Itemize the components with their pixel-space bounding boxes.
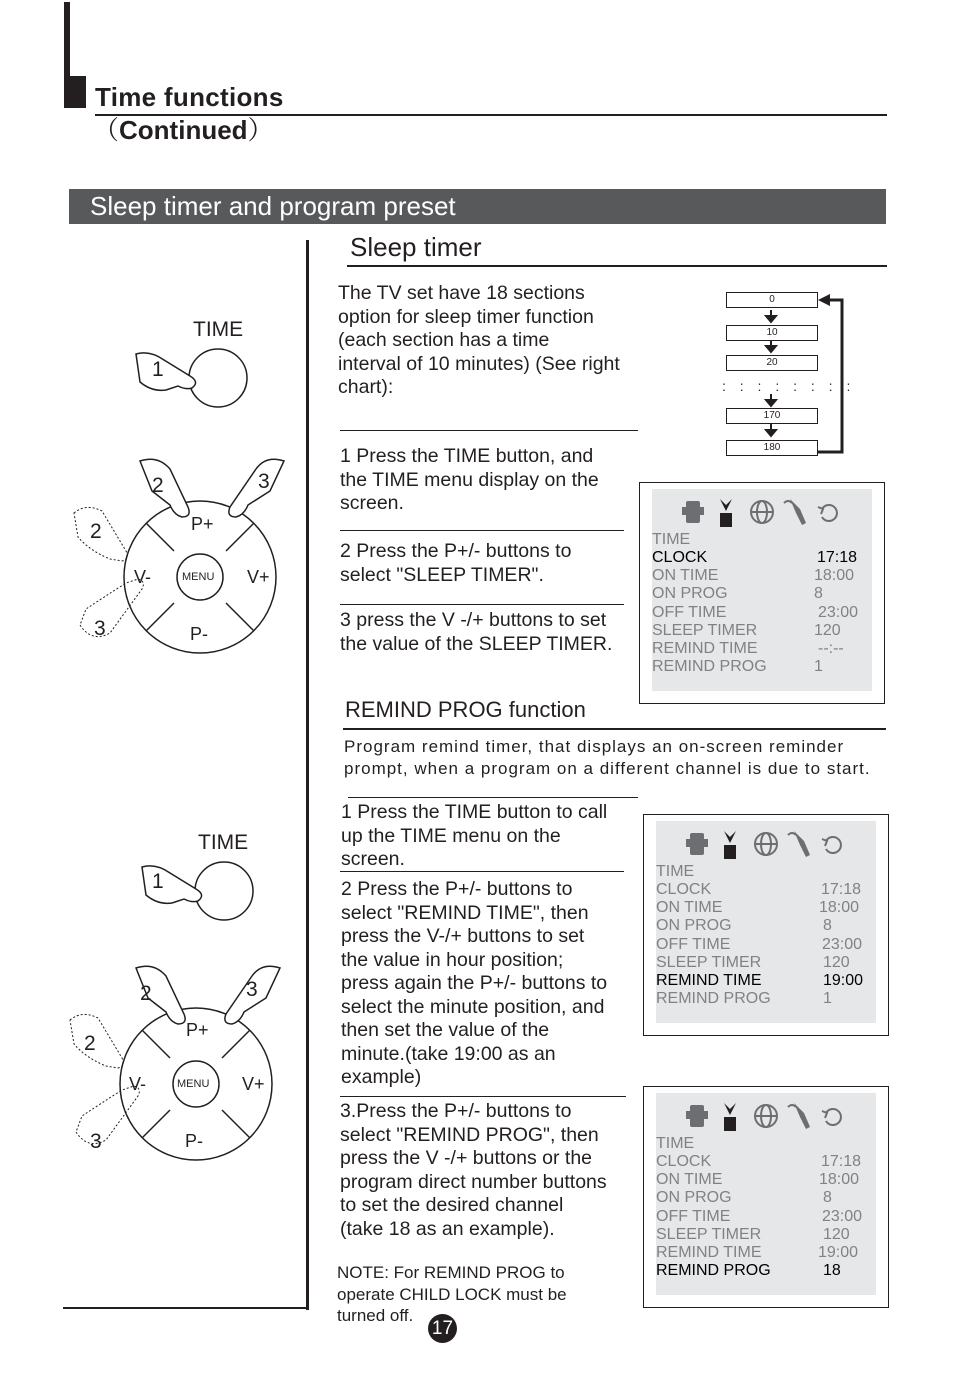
menu-row-sleep-timer[interactable] <box>652 622 872 640</box>
menu-row-value: 18:00 <box>814 567 855 584</box>
sound-icon <box>720 499 732 527</box>
menu-row-remind-prog[interactable] <box>656 1262 876 1280</box>
menu-row-clock[interactable] <box>652 549 872 567</box>
section-banner <box>69 189 886 224</box>
menu-row-value: 18:00 <box>819 1171 860 1188</box>
menu-icon-row <box>686 1099 846 1133</box>
menu-title: TIME <box>656 1135 695 1152</box>
menu-row-label: OFF TIME <box>652 604 727 621</box>
menu-row-label: SLEEP TIMER <box>656 954 762 971</box>
menu-button[interactable]: MENU <box>177 1078 210 1090</box>
menu-row-value: 19:00 <box>818 1244 859 1261</box>
satellite-icon <box>788 1103 810 1129</box>
chart-box-10: 10 <box>726 325 818 341</box>
column-divider <box>306 240 309 1310</box>
menu-row-remind-prog[interactable] <box>652 658 872 676</box>
menu-row-value: 8 <box>823 917 832 934</box>
section-title: Sleep timer and program preset <box>90 191 456 221</box>
time-menu-sleep <box>639 482 885 704</box>
menu-row-label: ON TIME <box>656 899 723 916</box>
menu-row-label: REMIND TIME <box>652 640 758 657</box>
step-number: 2 <box>90 520 102 543</box>
menu-row-value: 120 <box>823 1226 850 1243</box>
subtitle-open: （ <box>93 115 120 145</box>
menu-row-label: ON PROG <box>656 917 732 934</box>
v-plus-button[interactable]: V+ <box>242 1074 265 1094</box>
menu-row-value: 17:18 <box>821 1153 862 1170</box>
header-block <box>64 76 86 108</box>
loop-arrow-icon <box>816 292 850 456</box>
sleep-step-1: 1 Press the TIME button, and the TIME menu display on the screen. <box>340 445 599 514</box>
menu-panel <box>656 1093 876 1295</box>
menu-row-value: 17:18 <box>821 881 862 898</box>
menu-row-on-prog[interactable] <box>656 1189 876 1207</box>
menu-row-on-prog[interactable] <box>656 917 876 935</box>
menu-row-label: OFF TIME <box>656 1208 731 1225</box>
menu-row-label: CLOCK <box>656 881 712 898</box>
chart-dots: : : : : : : : : <box>722 378 856 394</box>
down-arrow-icon <box>764 424 778 438</box>
step-number: 3 <box>90 1130 102 1153</box>
menu-icon-row <box>682 495 842 529</box>
menu-row-remind-time[interactable] <box>656 1244 876 1262</box>
sound-icon <box>724 1103 736 1131</box>
remind-description: Program remind timer, that displays an on-screen reminder prompt, when a program on a different channel is due to start. <box>344 737 871 778</box>
divider-rule <box>340 1096 626 1097</box>
menu-row-value: 8 <box>814 585 823 602</box>
menu-row-value: 23:00 <box>818 604 859 621</box>
remind-rule <box>343 728 886 730</box>
down-arrow-icon <box>764 340 778 354</box>
menu-row-label: CLOCK <box>656 1153 712 1170</box>
step-number: 2 <box>140 982 152 1005</box>
chart-box-20: 20 <box>726 355 818 371</box>
menu-row-label: OFF TIME <box>656 936 731 953</box>
sleep-timer-chart <box>720 288 860 458</box>
refresh-icon <box>818 505 837 521</box>
menu-row-on-time[interactable] <box>656 899 876 917</box>
p-plus-button[interactable]: P+ <box>186 1020 209 1040</box>
menu-row-on-prog[interactable] <box>652 585 872 603</box>
divider-rule <box>340 604 624 605</box>
v-plus-button[interactable]: V+ <box>247 567 270 587</box>
menu-title-row <box>656 1135 876 1153</box>
picture-icon <box>686 833 708 855</box>
menu-row-label: REMIND PROG <box>656 1262 771 1279</box>
globe-icon <box>755 833 777 855</box>
picture-icon <box>686 1105 708 1127</box>
time-menu-remind-prog <box>643 1086 889 1308</box>
menu-row-value: 23:00 <box>822 1208 863 1225</box>
sleep-timer-heading: Sleep timer <box>350 232 482 262</box>
menu-row-label: REMIND PROG <box>652 658 767 675</box>
menu-title-row <box>656 863 876 881</box>
menu-row-clock[interactable] <box>656 1153 876 1171</box>
menu-row-value: --:-- <box>818 640 844 657</box>
sound-icon <box>724 831 736 859</box>
menu-row-label: ON TIME <box>652 567 719 584</box>
remote-illustration-remind <box>56 822 296 1182</box>
chart-box-180: 180 <box>726 440 818 456</box>
satellite-icon <box>784 499 806 525</box>
page-number: 17 <box>428 1314 457 1343</box>
menu-icon-row <box>686 827 846 861</box>
picture-icon <box>682 501 704 523</box>
divider-rule <box>340 430 638 431</box>
sleep-timer-rule <box>347 265 887 267</box>
menu-row-label: REMIND TIME <box>656 972 762 989</box>
menu-row-label: ON PROG <box>652 585 728 602</box>
menu-title-row <box>652 531 872 549</box>
menu-row-value: 17:18 <box>817 549 858 566</box>
down-arrow-icon <box>764 310 778 324</box>
remind-heading: REMIND PROG function <box>345 697 586 722</box>
p-minus-button[interactable]: P- <box>185 1131 203 1151</box>
divider-rule <box>348 797 638 798</box>
menu-row-remind-time[interactable] <box>652 640 872 658</box>
p-minus-button[interactable]: P- <box>190 624 208 644</box>
menu-title: TIME <box>656 863 695 880</box>
globe-icon <box>755 1105 777 1127</box>
menu-row-on-time[interactable] <box>656 1171 876 1189</box>
step-number: 3 <box>94 617 106 640</box>
divider-rule <box>340 871 624 872</box>
page-title: Time functions <box>95 82 284 112</box>
v-minus-button[interactable]: V- <box>134 567 152 587</box>
satellite-icon <box>788 831 810 857</box>
menu-row-label: ON PROG <box>656 1189 732 1206</box>
down-arrow-icon <box>764 394 778 408</box>
sleep-timer-intro: The TV set have 18 sections option for sleep timer function (each section has a time interval of 10 minutes) (See right chart): <box>338 282 620 398</box>
sleep-step-2: 2 Press the P+/- buttons to select "SLEEP TIMER". <box>340 540 572 586</box>
menu-row-off-time[interactable] <box>656 936 876 954</box>
remote-illustration-sleep <box>60 310 300 670</box>
menu-row-sleep-timer[interactable] <box>656 954 876 972</box>
menu-row-value: 1 <box>823 990 832 1007</box>
menu-row-sleep-timer[interactable] <box>656 1226 876 1244</box>
step-number: 2 <box>84 1032 96 1055</box>
menu-row-value: 120 <box>823 954 850 971</box>
step-number: 1 <box>152 870 164 893</box>
step-number: 1 <box>152 358 164 381</box>
divider-rule <box>340 530 624 531</box>
menu-row-value: 120 <box>814 622 841 639</box>
menu-row-label: REMIND PROG <box>656 990 771 1007</box>
menu-row-on-time[interactable] <box>652 567 872 585</box>
menu-title: TIME <box>652 531 691 548</box>
v-minus-button[interactable]: V- <box>129 1074 147 1094</box>
menu-row-label: SLEEP TIMER <box>656 1226 762 1243</box>
menu-panel <box>652 489 872 691</box>
chart-box-170: 170 <box>726 408 818 424</box>
step-number: 3 <box>246 978 258 1001</box>
globe-icon <box>751 501 773 523</box>
menu-row-value: 1 <box>814 658 823 675</box>
column-bottom-rule <box>63 1307 308 1309</box>
p-plus-button[interactable]: P+ <box>191 514 214 534</box>
child-lock-note: NOTE: For REMIND PROG to operate CHILD LOCK must be turned off. <box>337 1263 567 1325</box>
menu-row-value: 18:00 <box>819 899 860 916</box>
subtitle-close: ） <box>247 115 274 145</box>
remind-step-1: 1 Press the TIME button to call up the TIME menu on the screen. <box>341 801 608 870</box>
menu-row-off-time[interactable] <box>656 1208 876 1226</box>
step-number: 2 <box>152 474 164 497</box>
chart-box-0: 0 <box>726 292 818 308</box>
time-menu-remind-time <box>643 814 889 1036</box>
menu-row-value: 19:00 <box>823 972 864 989</box>
time-button-label: TIME <box>198 831 249 854</box>
menu-row-value: 8 <box>823 1189 832 1206</box>
menu-row-remind-time[interactable] <box>656 972 876 990</box>
remind-step-2: 2 Press the P+/- buttons to select "REMIND TIME", then press the V-/+ buttons to set the value in hour position; press again the P+/- buttons to select the minute position, and then set the value of the minute.(take 19:00 as an example) <box>341 878 608 1088</box>
time-button-press-icon <box>130 340 260 412</box>
menu-row-value: 23:00 <box>822 936 863 953</box>
step-number: 3 <box>258 470 270 493</box>
menu-row-remind-prog[interactable] <box>656 990 876 1008</box>
sleep-step-3: 3 press the V -/+ buttons to set the value of the SLEEP TIMER. <box>340 609 613 655</box>
menu-row-label: SLEEP TIMER <box>652 622 758 639</box>
page-subtitle <box>93 110 274 147</box>
menu-row-clock[interactable] <box>656 881 876 899</box>
menu-button[interactable]: MENU <box>182 571 215 583</box>
remind-step-3: 3.Press the P+/- buttons to select "REMIND PROG", then press the V -/+ buttons or the program direct number buttons to set the desired channel (take 18 as an example). <box>340 1100 607 1240</box>
menu-row-off-time[interactable] <box>652 604 872 622</box>
time-button-label: TIME <box>193 318 244 341</box>
subtitle-word: Continued <box>119 115 248 145</box>
menu-row-label: REMIND TIME <box>656 1244 762 1261</box>
menu-row-value: 18 <box>823 1262 841 1279</box>
menu-row-label: ON TIME <box>656 1171 723 1188</box>
menu-row-label: CLOCK <box>652 549 708 566</box>
refresh-icon <box>822 1109 841 1125</box>
refresh-icon <box>822 837 841 853</box>
menu-panel <box>656 821 876 1023</box>
